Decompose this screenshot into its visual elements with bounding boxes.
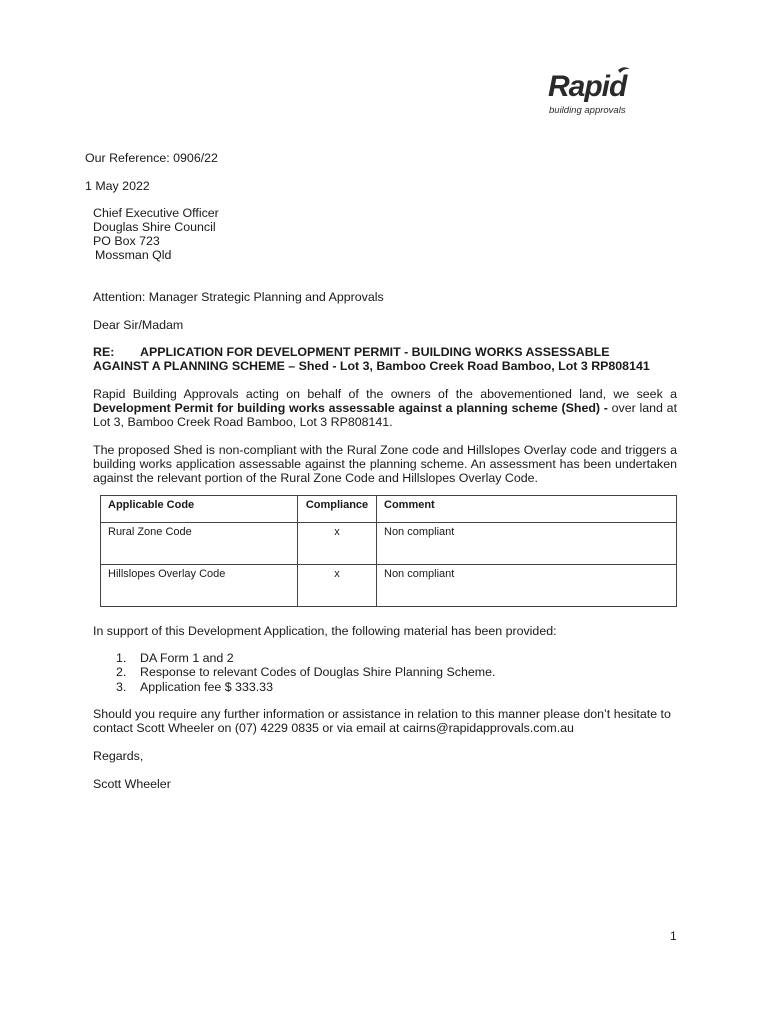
table-header-cell: Comment <box>377 496 677 523</box>
list-item-number: 3. <box>116 679 127 694</box>
intro-text-2: over land at Lot 3, Bamboo Creek Road Bamboo, Lot 3 RP808141. <box>93 401 678 429</box>
intro-text-1: Rapid Building Approvals acting on behalf of the owners of the abovementioned land, we seek a <box>93 387 677 401</box>
compliance-table <box>100 495 677 607</box>
table-header-cell: Applicable Code <box>101 496 298 523</box>
table-header-row <box>101 496 677 523</box>
table-cell: Non compliant <box>377 523 677 565</box>
letter-date: 1 May 2022 <box>85 179 150 193</box>
list-item <box>116 651 495 665</box>
subject-line-2: AGAINST A PLANNING SCHEME – Shed - Lot 3, Bamboo Creek Road Bamboo, Lot 3 RP808141 <box>93 359 650 373</box>
support-intro: In support of this Development Application, the following material has been provided: <box>93 624 557 638</box>
signoff: Regards, <box>93 749 144 763</box>
logo-brand-text: Rapid <box>548 70 627 103</box>
our-reference: Our Reference: 0906/22 <box>85 151 218 165</box>
table-row <box>101 565 677 607</box>
list-item-text: Response to relevant Codes of Douglas Shire Planning Scheme. <box>140 665 496 680</box>
table-header-cell: Compliance <box>298 496 377 523</box>
table-row <box>101 523 677 565</box>
assessment-paragraph: The proposed Shed is non-compliant with the Rural Zone code and Hillslopes Overlay code and triggers a building works application assessable against the planning scheme. An assessment has been undertaken against the relevant portion of the Rural Zone Code and Hillslopes Overlay Code. <box>93 443 677 485</box>
closing-paragraph: Should you require any further information or assistance in relation to this manner please don’t hesitate to contact Scott Wheeler on (07) 4229 0835 or via email at cairns@rapidapprovals.com.au <box>93 707 671 735</box>
intro-text-bold: Development Permit for building works assessable against a planning scheme (Shed) - <box>93 401 612 415</box>
signature-name: Scott Wheeler <box>93 777 171 791</box>
attention-line: Attention: Manager Strategic Planning and Approvals <box>93 290 384 304</box>
salutation: Dear Sir/Madam <box>93 318 184 332</box>
recipient-line-4: Mossman Qld <box>95 248 172 262</box>
list-item-number: 2. <box>116 665 127 680</box>
table-cell: x <box>298 565 377 607</box>
materials-list <box>116 651 495 694</box>
table-cell: Non compliant <box>377 565 677 607</box>
table-cell: Hillslopes Overlay Code <box>101 565 298 607</box>
list-item-text: DA Form 1 and 2 <box>140 651 234 665</box>
logo-tagline-text: building approvals <box>549 105 626 116</box>
recipient-line-3: PO Box 723 <box>93 234 160 248</box>
list-item-text: Application fee $ 333.33 <box>140 679 273 694</box>
subject-line-1 <box>93 345 609 359</box>
table-cell: Rural Zone Code <box>101 523 298 565</box>
list-item <box>116 680 495 694</box>
company-logo <box>546 66 638 118</box>
recipient-line-1: Chief Executive Officer <box>93 206 219 220</box>
intro-paragraph <box>93 387 677 429</box>
recipient-line-2: Douglas Shire Council <box>93 220 216 234</box>
list-item <box>116 665 495 679</box>
subject-text-1: APPLICATION FOR DEVELOPMENT PERMIT - BUILDING WORKS ASSESSABLE <box>140 345 610 359</box>
subject-label: RE: <box>93 345 115 359</box>
list-item-number: 1. <box>116 651 127 665</box>
page-number: 1 <box>670 929 677 943</box>
table-cell: x <box>298 523 377 565</box>
